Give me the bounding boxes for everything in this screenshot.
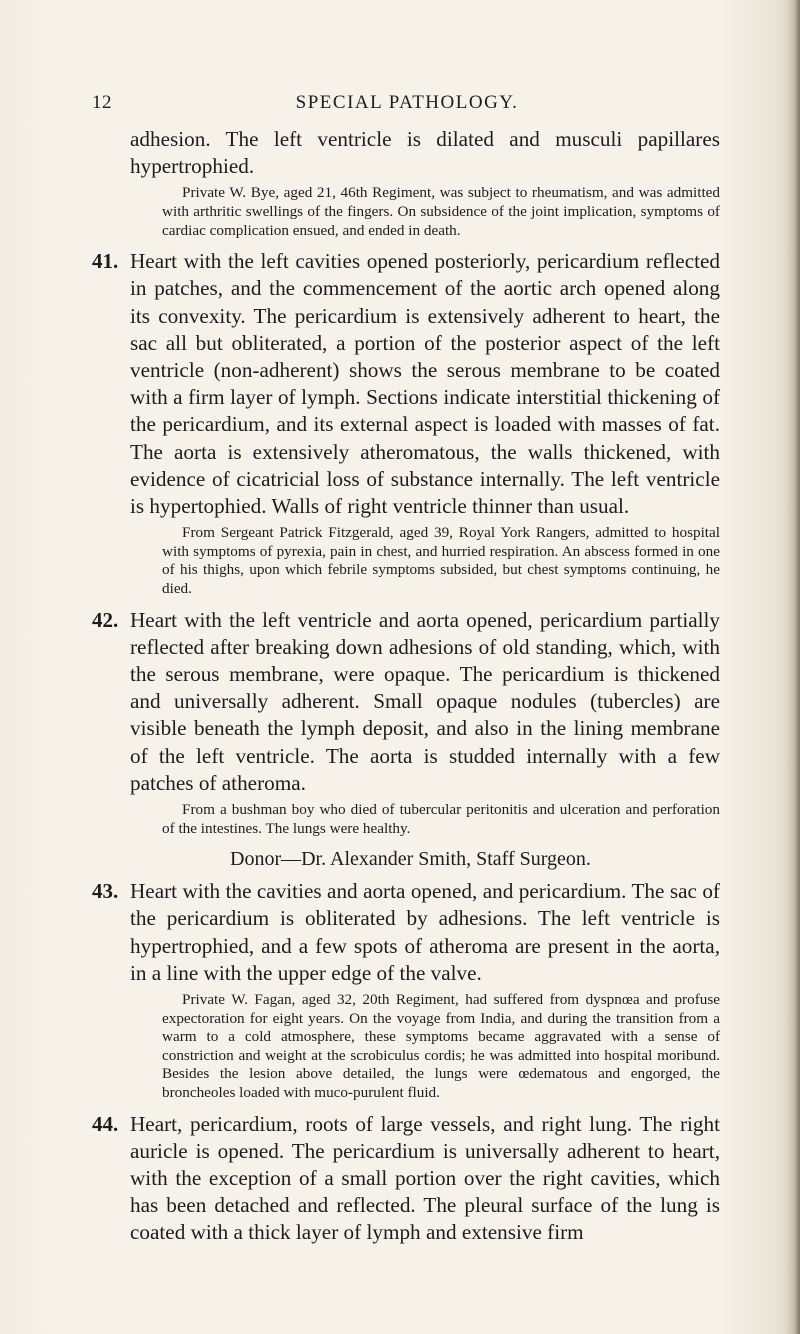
intro-paragraph: adhesion. The left ventricle is dilated and musculi papillares hypertrophied. [130, 127, 720, 179]
running-head [92, 92, 722, 116]
page-edge-shadow [786, 0, 800, 1334]
specimen-entry-43 [92, 878, 720, 1102]
entry-number: 42. [92, 607, 119, 632]
entry-donor: Donor—Dr. Alexander Smith, Staff Surgeon. [230, 848, 591, 871]
entry-number: 41. [92, 249, 119, 274]
entry-number: 44. [92, 1111, 119, 1136]
entry-description: Heart with the left ventricle and aorta opened, pericardium partially reflected after breaking down adhesions of old standing, which, with the serous membrane, were opaque. The pericardium is thickened and universally adherent. Small opaque nodules (tubercles) are visible beneath the lymph deposit, and also in the lining membrane of the left ventricle. The aorta is studded internally with a few patches of atheroma. [130, 607, 720, 795]
specimen-entry-44 [92, 1111, 720, 1247]
page-header-title: SPECIAL PATHOLOGY. [295, 92, 519, 113]
specimen-entry-42 [92, 607, 720, 873]
intro-case-note: Private W. Bye, aged 21, 46th Regiment, was subject to rheumatism, and was admitted with arthritic swellings of the fingers. On subsidence of the joint implication, symptoms of cardiac complication ensued, and ended in death. [162, 184, 720, 239]
page-number: 12 [92, 92, 112, 113]
entry-case-note: From a bushman boy who died of tubercular peritonitis and ulceration and perforation of the intestines. The lungs were healthy. [162, 801, 720, 837]
entry-number: 43. [92, 879, 119, 904]
entry-description: Heart, pericardium, roots of large vessels, and right lung. The right auricle is opened. The pericardium is universally adherent to heart, with the exception of a small portion over the right cavities, which has been detached and reflected. The pleural surface of the lung is coated with a thick layer of lymph and extensive firm [130, 1111, 720, 1245]
entry-case-note: Private W. Fagan, aged 32, 20th Regiment, had suffered from dyspnœa and profuse expectoration for eight years. On the voyage from India, and during the transition from a warm to a cold atmosphere, these symptoms became aggravated with a sense of constriction and weight at the scrobiculus cordis; he was admitted into hospital moribund. Besides the lesion above detailed, the lungs were œdematous and engorged, the broncheoles loaded with muco-purulent fluid. [162, 991, 720, 1101]
entry-case-note: From Sergeant Patrick Fitzgerald, aged 39, Royal York Rangers, admitted to hospital with symptoms of pyrexia, pain in chest, and hurried respiration. An abscess formed in one of his thighs, upon which febrile symptoms subsided, but chest symptoms continuing, he died. [162, 524, 720, 597]
specimen-entry-41 [92, 248, 720, 598]
entry-description: Heart with the cavities and aorta opened, and pericardium. The sac of the pericardium is obliterated by adhesions. The left ventricle is hypertrophied, and a few spots of atheroma are present in the aorta, in a line with the upper edge of the valve. [130, 879, 720, 985]
page-content [92, 126, 720, 1247]
entry-description: Heart with the left cavities opened posteriorly, pericardium reflected in patches, and the commencement of the aortic arch opened along its convexity. The pericardium is extensively adherent to heart, the sac all but obliterated, a portion of the posterior aspect of the left ventricle (non-adherent) shows the serous membrane to be coated with a firm layer of lymph. Sections indicate interstitial thickening of the pericardium, and its external aspect is loaded with masses of fat. The aorta is extensively atheromatous, the walls thickened, with evidence of cicatricial loss of substance internally. The left ventricle is hypertophied. Walls of right ventricle thinner than usual. [130, 249, 720, 519]
